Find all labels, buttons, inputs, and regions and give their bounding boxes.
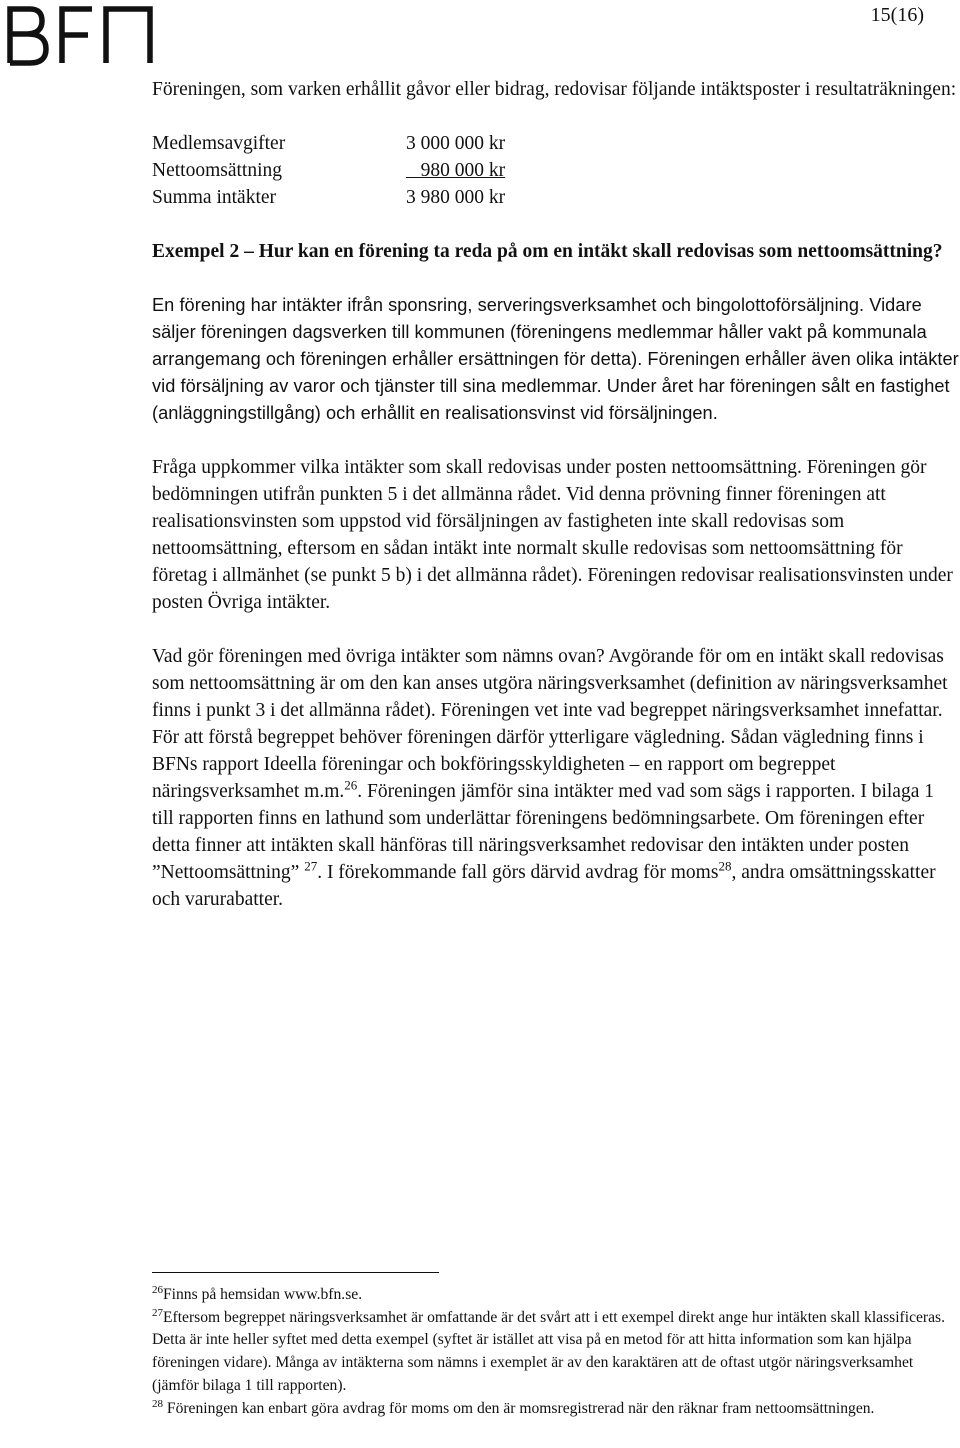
footnote-ref[interactable]: 27 <box>304 858 318 874</box>
income-row <box>152 130 960 157</box>
footnote-text: Föreningen kan enbart göra avdrag för moms om den är momsregistrerad när den räknar fram nettoomsättningen. <box>163 1399 875 1417</box>
footnote-text: Eftersom begreppet näringsverksamhet är omfattande är det svårt att i ett exempel direkt ange hur intäkten skall klassificeras. Detta är inte heller syftet med detta exempel (syftet är istället att visa på en metod för att hitta information som kan hjälpa föreningen vidare). Många av intäkterna som nämns i exemplet är av den karaktären att de oftast utgör näringsverksamhet (jämför bilaga 1 till rapporten). <box>152 1308 945 1394</box>
income-label: Nettoomsättning <box>152 160 282 181</box>
footnote-text: Finns på hemsidan www.bfn.se. <box>163 1286 363 1303</box>
example-heading: Exempel 2 – Hur kan en förening ta reda på om en intäkt skall redovisas som nettoomsättning? <box>152 241 943 262</box>
body-text: . Föreningen jämför sina intäkter med vad som sägs i rapporten. I bilaga 1 till rapporten finns en lathund som underlättar föreningens bedömningsarbete. Om föreningen efter detta finner att intäkten skall hänföras till näringsverksamhet redovisar den intäkten under posten ”Nettoomsättning” <box>152 781 934 883</box>
income-label: Summa intäkter <box>152 187 277 208</box>
income-row <box>152 157 960 184</box>
footnote-number: 28 <box>152 1397 163 1410</box>
footnote <box>152 1307 960 1398</box>
document-body <box>152 76 960 913</box>
income-table <box>152 130 960 211</box>
footnote <box>152 1398 960 1421</box>
footnote <box>152 1284 960 1307</box>
footnote-number: 26 <box>152 1283 163 1296</box>
bfn-logo <box>4 4 156 66</box>
footnote-ref[interactable]: 26 <box>344 777 358 793</box>
body-text: , andra omsättningsskatter och varurabatter. <box>152 862 936 910</box>
footnote-number: 27 <box>152 1306 163 1319</box>
footnote-ref[interactable]: 28 <box>718 858 732 874</box>
body-paragraph: Fråga uppkommer vilka intäkter som skall redovisas under posten nettoomsättning. Föreningen gör bedömningen utifrån punkten 5 i det allmänna rådet. Vid denna prövning finner föreningen att realisationsvinsten som uppstod vid försäljningen av fastigheten inte skall redovisas som nettoomsättning, eftersom en sådan intäkt inte normalt skulle redovisas som nettoomsättning för företag i allmänhet (se punkt 5 b) i det allmänna rådet). Föreningen redovisar realisationsvinsten under posten Övriga intäkter. <box>152 457 953 613</box>
intro-paragraph: Föreningen, som varken erhållit gåvor eller bidrag, redovisar följande intäktsposter i resultaträkningen: <box>152 79 957 100</box>
example-description: En förening har intäkter ifrån sponsring, serveringsverksamhet och bingolottoförsäljning. Vidare säljer föreningen dagsverken till kommunen (föreningens medlemmar håller vakt på kommunala arrangemang och föreningen erhåller ersättningen för detta). Föreningen erhåller även olika intäkter vid försäljning av varor och tjänster till sina medlemmar. Under året har föreningen sålt en fastighet (anläggningstillgång) och erhållit en realisationsvinst vid försäljningen. <box>152 295 959 423</box>
footnote-separator <box>152 1272 439 1273</box>
income-amount: 980 000 kr <box>406 160 506 181</box>
income-amount: 3 980 000 kr <box>406 187 506 208</box>
page-number: 15(16) <box>870 4 924 26</box>
footnotes <box>152 1284 960 1420</box>
income-amount: 3 000 000 kr <box>406 133 506 154</box>
income-row <box>152 184 960 211</box>
body-paragraph <box>152 643 960 913</box>
body-text: Vad gör föreningen med övriga intäkter som nämns ovan? Avgörande för om en intäkt skall redovisas som nettoomsättning är om den kan anses utgöra näringsverksamhet (definition av näringsverksamhet finns i punkt 3 i det allmänna rådet). Föreningen vet inte vad begreppet näringsverksamhet innefattar. För att förstå begreppet behöver föreningen därför ytterligare vägledning. Sådan vägledning finns i BFNs rapport Ideella föreningar och bokföringsskyldigheten – en rapport om begreppet näringsverksamhet m.m. <box>152 646 948 802</box>
income-label: Medlemsavgifter <box>152 133 286 154</box>
body-text: . I förekommande fall görs därvid avdrag för moms <box>317 862 719 883</box>
